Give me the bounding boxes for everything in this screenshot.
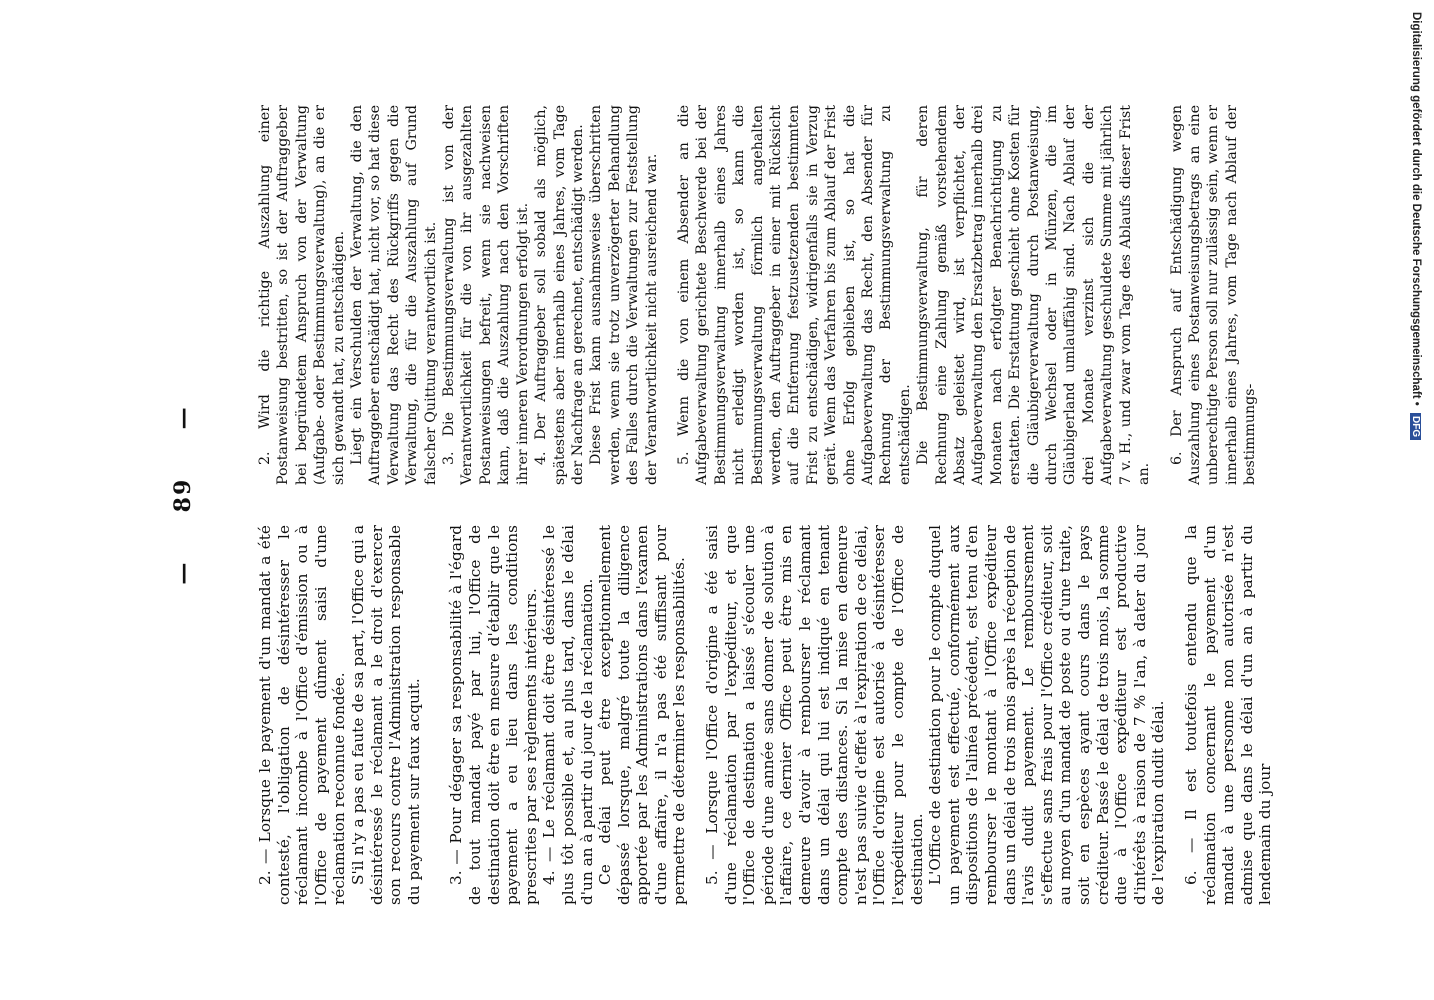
german-paragraph: 2. Wird die richtige Auszahlung einer Postanweisung bestritten, so ist der Auftraggeber bei begründetem Anspruch von der Verwaltung (Aufgabe- oder Bestimmungsverwaltung), an die er sich gewandt hat, zu entschädigen.	[257, 105, 347, 485]
rotated-scanned-page	[170, 85, 1410, 905]
german-column	[256, 105, 1260, 485]
header-dash-right: —	[170, 405, 196, 430]
french-column	[256, 525, 1275, 905]
french-paragraph: S'il n'y a pas eu faute de sa part, l'Office qui a désintéressé le réclamant a le droit d'exercer son recours contre l'Administration responsable du payement sur faux acquit.	[348, 525, 423, 905]
header-dash-left: —	[170, 560, 196, 585]
german-paragraph: Liegt ein Verschulden der Verwaltung, die den Auftraggeber entschädigt hat, nicht vor, so hat diese Verwaltung das Recht des Rückgriffs gegen die Verwaltung, die für die Auszahlung auf Grund falscher Quittung verantwortlich ist.	[349, 105, 439, 485]
german-paragraph: Die Bestimmungsverwaltung, für deren Rechnung eine Zahlung gemäß vorstehendem Absatz geleistet wird, ist verpflichtet, der Aufgabeverwaltung den Ersatzbetrag innerhalb drei Monaten nach erfolgter Benachrichtigung zu erstatten. Die Erstattung geschieht ohne Kosten für die Gläubigerverwaltung durch Postanweisung, durch Wechsel oder in Münzen, die im Gläubigerland umlauffähig sind. Nach Ablauf der drei Monate verzinst sich die der Aufgabeverwaltung geschuldete Summe mit jährlich 7 v. H., und zwar vom Tage des Ablaufs dieser Frist an.	[915, 105, 1153, 485]
french-paragraph: 2. — Lorsque le payement d'un mandat a été contesté, l'obligation de désintéresser le réclamant incombe à l'Office d'émission ou à l'Office de payement dûment saisi d'une réclamation reconnue fondée.	[256, 525, 349, 905]
page-number: 89	[170, 477, 196, 513]
german-paragraph: 4. Der Auftraggeber soll sobald als möglich, spätestens aber innerhalb eines Jahres, vom Tage der Nachfrage an gerechnet, entschädigt werden.	[533, 105, 586, 485]
digitization-credit	[1410, 12, 1422, 440]
page-header	[170, 85, 230, 905]
french-paragraph: 4. — Le réclamant doit être désintéressé le plus tôt possible et, au plus tard, dans le délai d'un an à partir du jour de la réclamation.	[540, 525, 596, 905]
dfg-logo: DFG	[1410, 413, 1421, 440]
german-paragraph: 6. Der Anspruch auf Entschädigung wegen Auszahlung eines Postanweisungsbetrags an eine unberechtigte Person soll nur zulässig sein, wenn er innerhalb eines Jahres, vom Tage nach Ablauf der bestimmungs-	[1168, 105, 1259, 485]
credit-text: Digitalisierung gefördert durch die Deutsche Forschungsgemeinschaft •	[1410, 12, 1422, 406]
french-paragraph: Ce délai peut être exceptionnellement dépassé lorsque, malgré toute la diligence apportée par les Administrations dans l'examen d'une affaire, il n'a pas été suffisant pour permettre de déterminer les responsabilités.	[596, 525, 689, 905]
french-paragraph: 3. — Pour dégager sa responsabilité à l'égard de tout mandat payé par lui, l'Office de destination doit être en mesure d'établir que le payement a eu lieu dans les conditions prescrites par ses règlements intérieurs.	[447, 525, 540, 905]
german-paragraph: Diese Frist kann ausnahmsweise überschritten werden, wenn sie trotz unverzögerter Behandlung des Falles durch die Verwaltungen zur Feststellung der Verantwortlichkeit nicht ausreichend war.	[588, 105, 660, 485]
french-paragraph: 6. — Il est toutefois entendu que la réclamation concernant le payement d'un mandat à une personne non autorisée n'est admise que dans le délai d'un an à partir du lendemain du jour	[1181, 525, 1275, 905]
german-paragraph: 3. Die Bestimmungsverwaltung ist von der Verantwortlichkeit für die von ihr ausgezahlten Postanweisungen befreit, wenn sie nachweisen kann, daß die Auszahlung nach den Vorschriften ihrer inneren Verordnungen erfolgt ist.	[441, 105, 531, 485]
french-paragraph: 5. — Lorsque l'Office d'origine a été saisi d'une réclamation par l'expéditeur, et que l'Office de destination a laissé s'écouler une période d'une année sans donner de solution à l'affaire, ce dernier Office peut être mis en demeure d'avoir à rembourser le réclamant dans un délai qui lui est indiqué en tenant compte des distances. Si la mise en demeure n'est pas suivie d'effet à l'expiration de ce délai, l'Office d'origine est autorisé à désintéresser l'expéditeur pour le compte de l'Office de destination.	[703, 525, 926, 905]
german-paragraph: 5. Wenn die von einem Absender an die Aufgabeverwaltung gerichtete Beschwerde bei der Bestimmungsverwaltung innerhalb eines Jahres nicht erledigt worden ist, so kann die Bestimmungsverwaltung förmlich angehalten werden, den Auftraggeber in einer mit Rücksicht auf die Entfernung festzusetzenden bestimmten Frist zu entschädigen, widrigenfalls sie in Verzug gerät. Wenn das Verfahren bis zum Ablauf der Frist ohne Erfolg geblieben ist, so hat die Aufgabeverwaltung das Recht, den Absender für Rechnung der Bestimmungsverwaltung zu entschädigen.	[675, 105, 913, 485]
french-paragraph: L'Office de destination pour le compte duquel un payement est effectué, conformément aux dispositions de l'alinéa précédent, est tenu d'en rembourser le montant à l'Office expéditeur dans un délai de trois mois après la réception de l'avis dudit payement. Le remboursement s'effectue sans frais pour l'Office créditeur, soit au moyen d'un mandat de poste ou d'une traite, soit en espèces ayant cours dans le pays créditeur. Passé le délai de trois mois, la somme due à l'Office expéditeur est productive d'intérêts à raison de 7 % l'an, à dater du jour de l'expiration dudit délai.	[926, 525, 1168, 905]
